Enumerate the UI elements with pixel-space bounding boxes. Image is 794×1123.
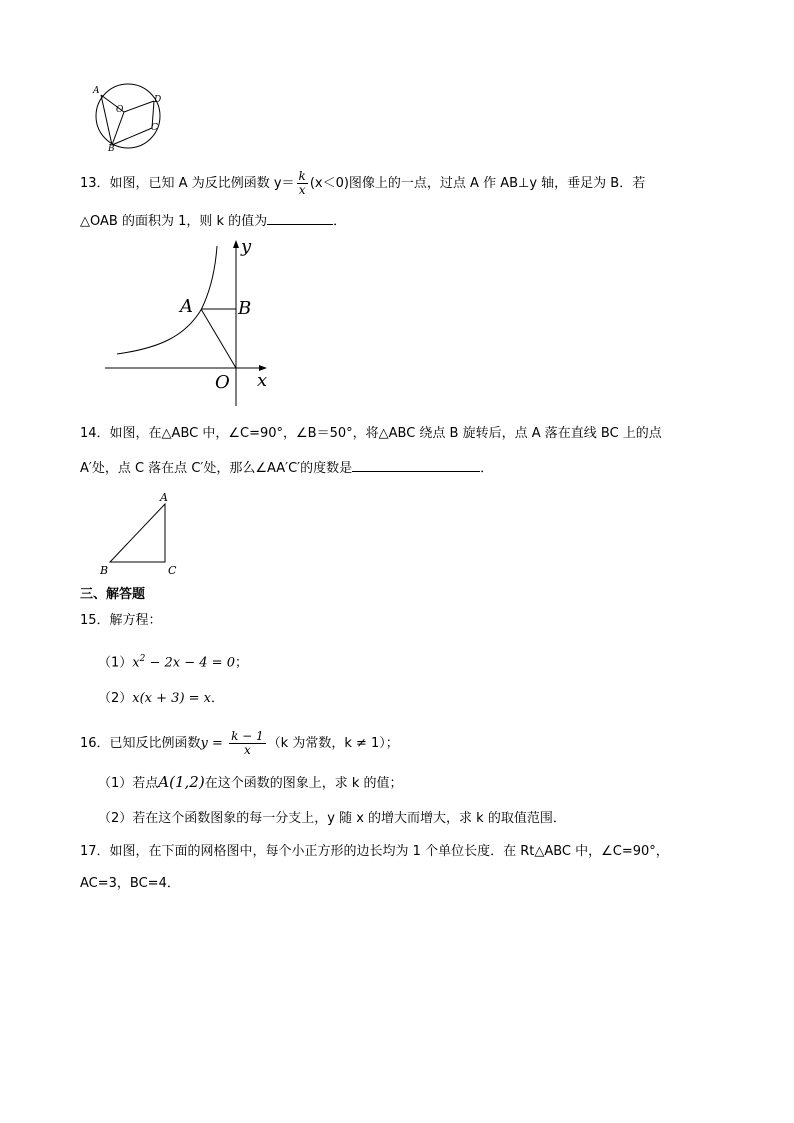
label-b: B [100, 564, 109, 577]
q15-part2: （2）x(x + 3) = x． [98, 691, 225, 706]
label-x: x [257, 370, 268, 391]
y-axis-arrow [233, 240, 239, 248]
hyperbola-curve [117, 246, 217, 354]
q12-circle-figure [88, 80, 168, 152]
label-c: C [168, 564, 177, 577]
q17-line1: 17．如图，在下面的网格图中，每个小正方形的边长均为 1 个单位长度．在 Rt△ABC 中，∠C=90°， [80, 844, 669, 859]
label-o: O [116, 105, 124, 115]
q16-part1: （1）若点A(1,2)在这个函数的图象上，求 k 的值； [98, 773, 403, 791]
q15-title: 15．解方程： [80, 613, 162, 628]
q14-line2: A′处，点 C 落在点 C′处，那么∠AA′C′的度数是 ． [80, 457, 493, 478]
triangle-abc [110, 504, 165, 562]
q17-line2: AC=3，BC=4． [80, 876, 180, 891]
label-y: y [241, 236, 252, 257]
q14-line1: 14．如图，在△ABC 中，∠C=90°，∠B＝50°，将△ABC 绕点 B 旋转后，点 A 落在直线 BC 上的点 [80, 426, 662, 441]
section-heading: 三、解答题 [80, 587, 146, 602]
q14-triangle-figure [96, 490, 186, 578]
radius-od [124, 101, 154, 112]
label-d: D [154, 95, 162, 105]
label-c: C [151, 123, 158, 133]
radius-ob [112, 112, 124, 145]
label-o: O [215, 372, 230, 393]
label-b: B [108, 144, 115, 152]
q13-fraction: $\frac{k}{x}$ [298, 169, 306, 197]
label-b: B [238, 298, 252, 319]
q13-hyperbola-figure [105, 236, 280, 408]
q13-answer-blank[interactable] [267, 210, 333, 225]
label-a: A [180, 296, 193, 317]
label-a: A [93, 86, 100, 96]
q16-title: 16．已知反比例函数y = $\frac{k - 1}{x}$ （k 为常数，k ≠ 1）； [80, 729, 399, 757]
q13-line1: 13．如图，已知 A 为反比例函数 y＝ $\frac{k}{x}$ (x＜0)图像上的一点，过点 A 作 AB⊥y 轴，垂足为 B．若 [80, 169, 646, 197]
q16-fraction: $\frac{k - 1}{x}$ [231, 729, 264, 757]
q13-line2: △OAB 的面积为 1，则 k 的值为 ． [80, 210, 346, 231]
q16-part2: （2）若在这个函数图象的每一分支上，y 随 x 的增大而增大，求 k 的取值范围． [98, 811, 566, 826]
segment-ao [201, 309, 236, 368]
quad-lines [101, 95, 154, 145]
q14-answer-blank[interactable] [352, 457, 480, 472]
label-a: A [160, 491, 168, 504]
q15-part1: $(1)x^2 - 2x - 4 = 0$； [98, 654, 248, 671]
